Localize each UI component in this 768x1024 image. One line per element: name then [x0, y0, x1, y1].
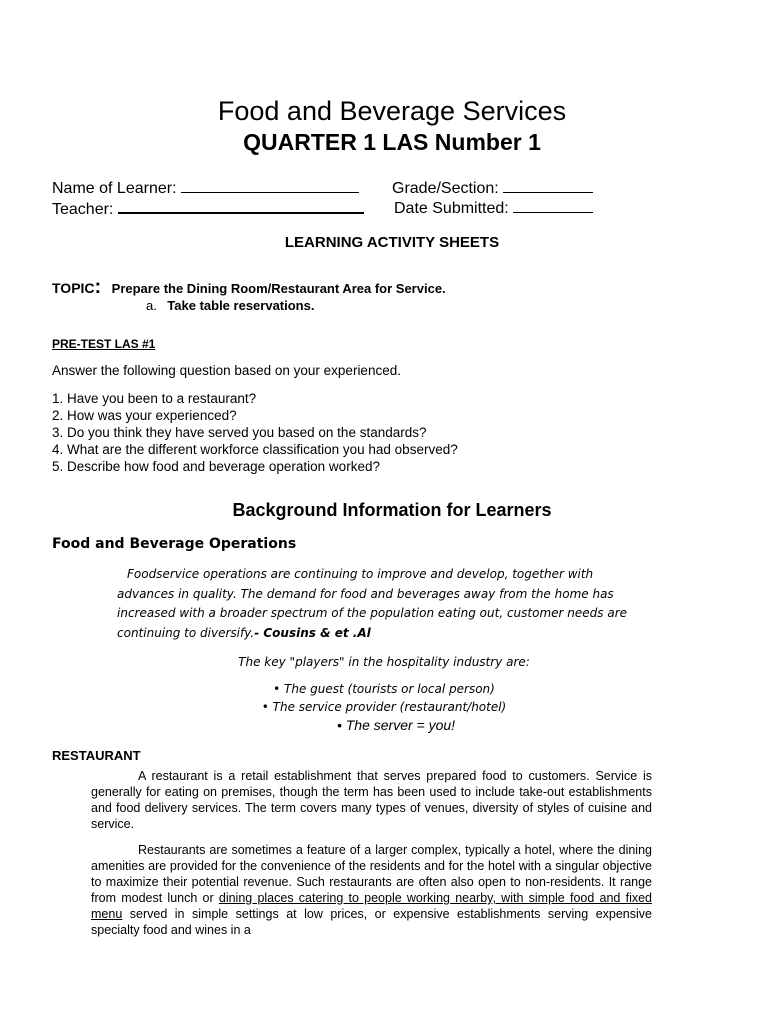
restaurant-paragraph-2-start: Restaurants are sometimes a feature of a larger complex, typically a hotel, where the dining amenities are provided for the convenience of the residents and for the hotel with a singular objective to maximize their potential revenue. Such restaurants are often also open to non-residents. It range from modest lunch or [91, 843, 652, 905]
topic-subitem-marker: a. [146, 298, 157, 313]
pretest-question: 4. What are the different workforce classification you had observed? [52, 442, 458, 457]
restaurant-paragraph-1-text: A restaurant is a retail establishment that serves prepared food to customers. Service is generally for eating on premises, though the term has been used to include take-out establishments and food delivery services. The term covers many types of venues, diversity of styles of cuisine and service. [91, 769, 652, 831]
grade-section-label: Grade/Section: [392, 180, 499, 197]
learner-name-label: Name of Learner: [52, 180, 177, 197]
quote-line: Foodservice operations are continuing to improve and develop, together with [127, 567, 594, 581]
restaurant-paragraph-2-link: dining places catering to people working nearby, with simple food and fixed menu [91, 891, 652, 921]
date-submitted-blank [513, 198, 593, 213]
pretest-question: 3. Do you think they have served you based on the standards? [52, 425, 427, 440]
quote-author: - Cousins & et .Al [254, 625, 371, 640]
teacher-label: Teacher: [52, 201, 114, 218]
quote-line [117, 624, 627, 644]
players-intro: The key "players" in the hospitality industry are: [238, 655, 530, 669]
learner-name-blank [181, 178, 359, 193]
topic-line [52, 276, 446, 299]
pretest-question: 5. Describe how food and beverage operation worked? [52, 459, 380, 474]
fb-operations-heading: Food and Beverage Operations [52, 536, 297, 552]
date-submitted-label: Date Submitted: [394, 200, 509, 217]
restaurant-heading: RESTAURANT [52, 748, 141, 763]
topic-colon: : [94, 276, 102, 298]
player-server: • The server = you! [336, 717, 456, 733]
topic-text: Prepare the Dining Room/Restaurant Area for Service. [111, 281, 446, 296]
restaurant-paragraph-1 [91, 768, 652, 832]
restaurant-paragraph-2 [91, 842, 652, 938]
operations-quote [117, 565, 627, 643]
pretest-instruction: Answer the following question based on your experienced. [52, 363, 401, 378]
grade-section-blank [503, 178, 593, 193]
topic-subitem-text: Take table reservations. [167, 298, 315, 313]
quote-line: increased with a broader spectrum of the population eating out, customer needs are [117, 606, 628, 620]
teacher-blank [118, 198, 364, 214]
grade-section-field [392, 178, 593, 198]
quote-last-line: continuing to diversify. [117, 625, 255, 640]
document-title: Food and Beverage Services [217, 96, 567, 126]
learner-name-field [52, 178, 359, 198]
date-submitted-field [394, 198, 593, 218]
pretest-heading: PRE-TEST LAS #1 [52, 337, 156, 351]
restaurant-paragraph-2-end: served in simple settings at low prices, or expensive establishments serving expensive specialty food and wines in a [91, 907, 652, 937]
teacher-field [52, 198, 364, 219]
player-guest: • The guest (tourists or local person) [273, 682, 495, 696]
topic-label: TOPIC [52, 280, 95, 296]
pretest-question: 2. How was your experienced? [52, 408, 237, 423]
topic-subitem [146, 297, 314, 315]
document-subtitle: QUARTER 1 LAS Number 1 [243, 129, 541, 155]
pretest-question: 1. Have you been to a restaurant? [52, 391, 257, 406]
player-service-provider: • The service provider (restaurant/hotel) [261, 700, 507, 714]
las-heading: LEARNING ACTIVITY SHEETS [284, 234, 500, 251]
quote-line: advances in quality. The demand for food and beverages away from the home has [117, 586, 614, 601]
pretest-question-list [52, 390, 458, 475]
background-title: Background Information for Learners [232, 500, 552, 520]
